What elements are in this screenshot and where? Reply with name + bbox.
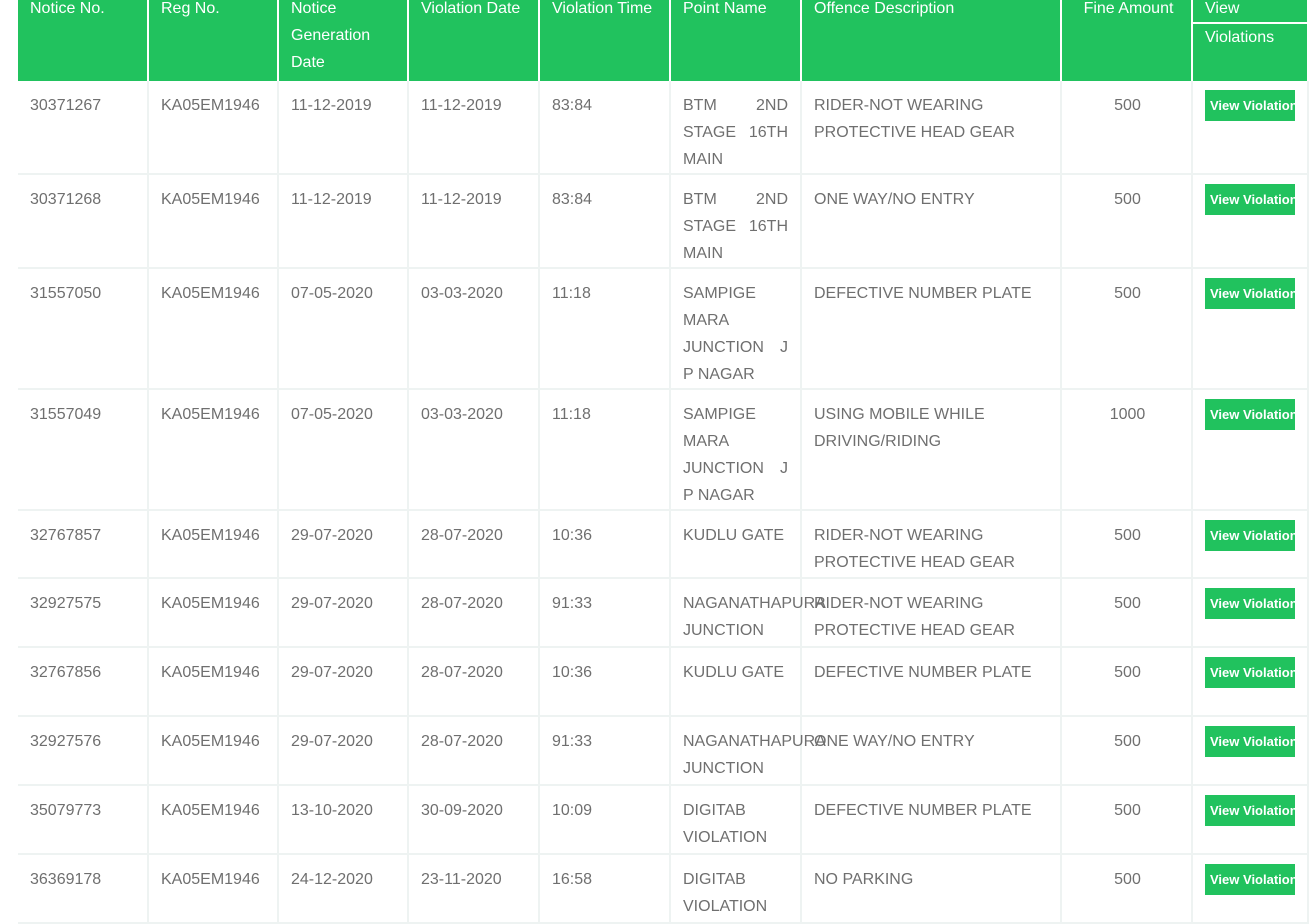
fine-amount-cell: 500 — [1061, 268, 1192, 389]
table-row — [18, 785, 1308, 854]
violation-time-cell: 10:36 — [539, 510, 670, 578]
notice-no-cell: 32927576 — [18, 716, 148, 785]
violation-date-cell: 11-12-2019 — [408, 174, 539, 268]
header-offence-description: Offence Description — [801, 0, 1061, 81]
notice-generation-date-cell: 07-05-2020 — [278, 389, 408, 510]
offence-description-cell: DEFECTIVE NUMBER PLATE — [801, 647, 1061, 716]
offence-description-cell: DEFECTIVE NUMBER PLATE — [801, 785, 1061, 854]
notice-no-cell: 30371268 — [18, 174, 148, 268]
violation-time-cell: 83:84 — [539, 174, 670, 268]
notice-generation-date-cell: 24-12-2020 — [278, 854, 408, 923]
offence-description-cell: ONE WAY/NO ENTRY — [801, 174, 1061, 268]
notice-no-cell: 30371267 — [18, 81, 148, 174]
view-violations-cell — [1192, 268, 1308, 389]
notice-generation-date-cell: 11-12-2019 — [278, 81, 408, 174]
header-violation-date: Violation Date — [408, 0, 539, 81]
offence-description-cell: RIDER-NOT WEARING PROTECTIVE HEAD GEAR — [801, 578, 1061, 647]
point-name-cell: NAGANATHAPURA JUNCTION — [670, 716, 801, 785]
point-name-cell: DIGITAB VIOLATION — [670, 854, 801, 923]
view-violations-cell — [1192, 716, 1308, 785]
header-reg-no: Reg No. — [148, 0, 278, 81]
violation-time-cell: 10:09 — [539, 785, 670, 854]
table-row — [18, 578, 1308, 647]
violations-table — [18, 0, 1309, 924]
view-violations-button[interactable]: View Violations — [1205, 726, 1295, 757]
point-name-cell: BTM 2ND STAGE 16TH MAIN — [670, 174, 801, 268]
fine-amount-cell: 500 — [1061, 647, 1192, 716]
notice-no-cell: 32767857 — [18, 510, 148, 578]
reg-no-cell: KA05EM1946 — [148, 716, 278, 785]
point-name-cell: SAMPIGE MARA JUNCTION J P NAGAR — [670, 268, 801, 389]
view-violations-button[interactable]: View Violations — [1205, 184, 1295, 215]
violation-date-cell: 28-07-2020 — [408, 578, 539, 647]
header-view-label: View — [1193, 0, 1307, 24]
table-body — [18, 81, 1308, 923]
violation-date-cell: 30-09-2020 — [408, 785, 539, 854]
notice-generation-date-cell: 11-12-2019 — [278, 174, 408, 268]
offence-description-cell: DEFECTIVE NUMBER PLATE — [801, 268, 1061, 389]
notice-generation-date-cell: 29-07-2020 — [278, 716, 408, 785]
violation-time-cell: 83:84 — [539, 81, 670, 174]
view-violations-cell — [1192, 81, 1308, 174]
view-violations-cell — [1192, 785, 1308, 854]
offence-description-cell: RIDER-NOT WEARING PROTECTIVE HEAD GEAR — [801, 510, 1061, 578]
view-violations-cell — [1192, 578, 1308, 647]
view-violations-button[interactable]: View Violations — [1205, 520, 1295, 551]
notice-generation-date-cell: 07-05-2020 — [278, 268, 408, 389]
table-row — [18, 716, 1308, 785]
violation-date-cell: 03-03-2020 — [408, 389, 539, 510]
view-violations-button[interactable]: View Violations — [1205, 864, 1295, 895]
table-row — [18, 389, 1308, 510]
view-violations-button[interactable]: View Violations — [1205, 399, 1295, 430]
table-row — [18, 81, 1308, 174]
view-violations-cell — [1192, 389, 1308, 510]
point-name-cell: SAMPIGE MARA JUNCTION J P NAGAR — [670, 389, 801, 510]
view-violations-button[interactable]: View Violations — [1205, 90, 1295, 121]
fine-amount-cell: 500 — [1061, 854, 1192, 923]
violation-date-cell: 28-07-2020 — [408, 647, 539, 716]
view-violations-button[interactable]: View Violations — [1205, 795, 1295, 826]
notice-no-cell: 32927575 — [18, 578, 148, 647]
point-name-cell: BTM 2ND STAGE 16TH MAIN — [670, 81, 801, 174]
header-point-name: Point Name — [670, 0, 801, 81]
violation-date-cell: 28-07-2020 — [408, 716, 539, 785]
violation-time-cell: 11:18 — [539, 268, 670, 389]
table-row — [18, 510, 1308, 578]
violation-date-cell: 03-03-2020 — [408, 268, 539, 389]
notice-generation-date-cell: 29-07-2020 — [278, 510, 408, 578]
notice-no-cell: 31557050 — [18, 268, 148, 389]
fine-amount-cell: 1000 — [1061, 389, 1192, 510]
fine-amount-cell: 500 — [1061, 785, 1192, 854]
violation-date-cell: 23-11-2020 — [408, 854, 539, 923]
violation-date-cell: 11-12-2019 — [408, 81, 539, 174]
header-view-violations — [1192, 0, 1308, 81]
reg-no-cell: KA05EM1946 — [148, 268, 278, 389]
violation-time-cell: 91:33 — [539, 716, 670, 785]
notice-no-cell: 35079773 — [18, 785, 148, 854]
reg-no-cell: KA05EM1946 — [148, 854, 278, 923]
offence-description-cell: RIDER-NOT WEARING PROTECTIVE HEAD GEAR — [801, 81, 1061, 174]
table-row — [18, 174, 1308, 268]
fine-amount-cell: 500 — [1061, 578, 1192, 647]
reg-no-cell: KA05EM1946 — [148, 785, 278, 854]
notice-generation-date-cell: 29-07-2020 — [278, 578, 408, 647]
fine-amount-cell: 500 — [1061, 510, 1192, 578]
point-name-cell: NAGANATHAPURA JUNCTION — [670, 578, 801, 647]
point-name-cell: KUDLU GATE — [670, 510, 801, 578]
offence-description-cell: NO PARKING — [801, 854, 1061, 923]
point-name-cell: DIGITAB VIOLATION — [670, 785, 801, 854]
reg-no-cell: KA05EM1946 — [148, 81, 278, 174]
reg-no-cell: KA05EM1946 — [148, 647, 278, 716]
notice-no-cell: 31557049 — [18, 389, 148, 510]
fine-amount-cell: 500 — [1061, 174, 1192, 268]
notice-no-cell: 32767856 — [18, 647, 148, 716]
view-violations-cell — [1192, 854, 1308, 923]
view-violations-button[interactable]: View Violations — [1205, 278, 1295, 309]
violation-time-cell: 16:58 — [539, 854, 670, 923]
notice-generation-date-cell: 29-07-2020 — [278, 647, 408, 716]
violation-time-cell: 11:18 — [539, 389, 670, 510]
header-notice-generation-date: Notice Generation Date — [278, 0, 408, 81]
view-violations-cell — [1192, 647, 1308, 716]
left-margin — [0, 0, 18, 853]
reg-no-cell: KA05EM1946 — [148, 174, 278, 268]
table-row — [18, 647, 1308, 716]
reg-no-cell: KA05EM1946 — [148, 578, 278, 647]
violation-time-cell: 91:33 — [539, 578, 670, 647]
table-row — [18, 854, 1308, 923]
fine-amount-cell: 500 — [1061, 716, 1192, 785]
view-violations-button[interactable]: View Violations — [1205, 657, 1295, 688]
fine-amount-cell: 500 — [1061, 81, 1192, 174]
violation-time-cell: 10:36 — [539, 647, 670, 716]
header-violation-time: Violation Time — [539, 0, 670, 81]
table-header-row — [18, 0, 1308, 81]
header-notice-no: Notice No. — [18, 0, 148, 81]
view-violations-cell — [1192, 174, 1308, 268]
reg-no-cell: KA05EM1946 — [148, 389, 278, 510]
view-violations-button[interactable]: View Violations — [1205, 588, 1295, 619]
header-fine-amount: Fine Amount — [1061, 0, 1192, 81]
notice-generation-date-cell: 13-10-2020 — [278, 785, 408, 854]
notice-no-cell: 36369178 — [18, 854, 148, 923]
offence-description-cell: USING MOBILE WHILE DRIVING/RIDING — [801, 389, 1061, 510]
point-name-cell: KUDLU GATE — [670, 647, 801, 716]
table-row — [18, 268, 1308, 389]
offence-description-cell: ONE WAY/NO ENTRY — [801, 716, 1061, 785]
reg-no-cell: KA05EM1946 — [148, 510, 278, 578]
view-violations-cell — [1192, 510, 1308, 578]
header-violations-label: Violations — [1205, 29, 1275, 46]
violation-date-cell: 28-07-2020 — [408, 510, 539, 578]
